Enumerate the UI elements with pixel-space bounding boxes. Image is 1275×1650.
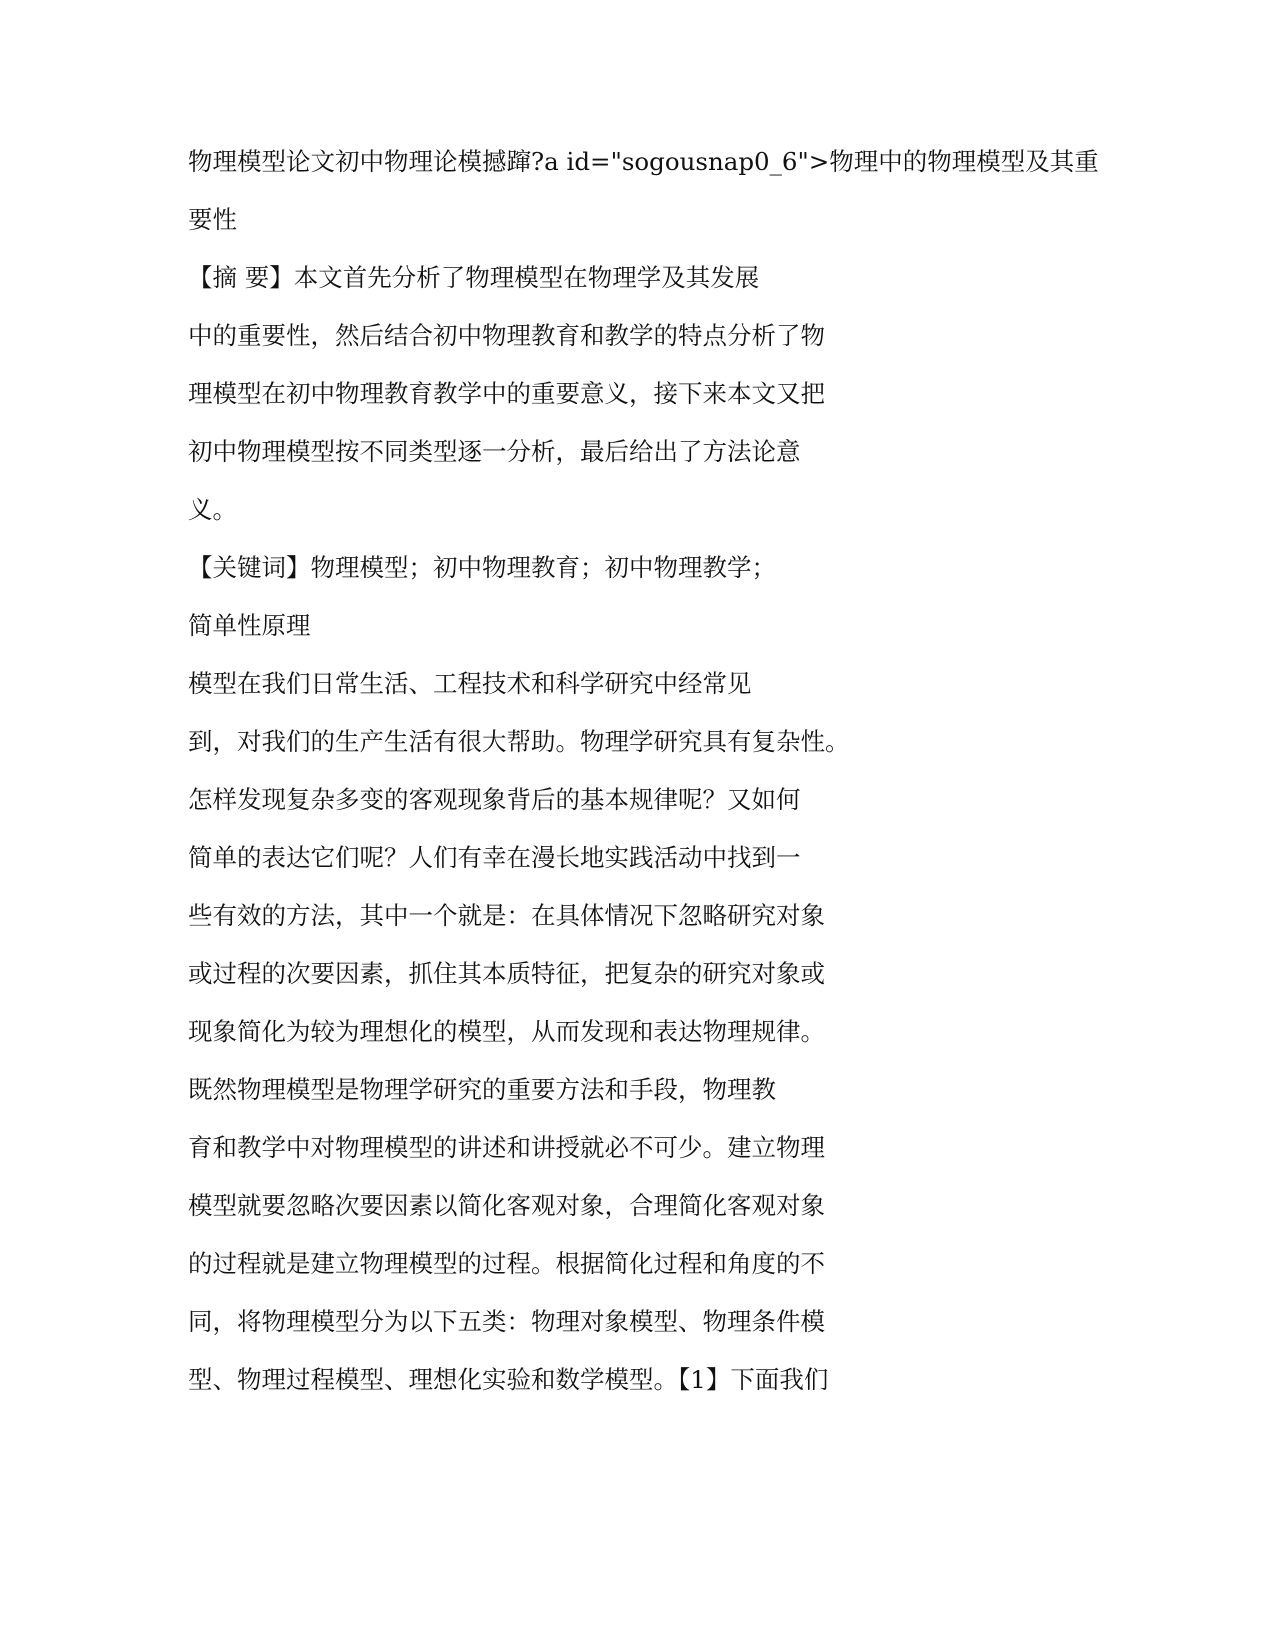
abstract-line-1: 【摘 要】本文首先分析了物理模型在物理学及其发展	[188, 263, 760, 292]
title-line-1: 物理模型论文初中物理论模撼蹿?a id="sogousnap0_6">物理中的物理模型及其重	[188, 147, 1099, 176]
abstract-line-5: 义。	[188, 495, 237, 524]
body-line-12: 同，将物理模型分为以下五类：物理对象模型、物理条件模	[188, 1307, 825, 1336]
body-line-7: 现象简化为较为理想化的模型，从而发现和表达物理规律。	[188, 1017, 825, 1046]
title-line-2: 要性	[188, 205, 237, 234]
body-line-6: 或过程的次要因素，抓住其本质特征，把复杂的研究对象或	[188, 959, 825, 988]
abstract-line-4: 初中物理模型按不同类型逐一分析，最后给出了方法论意	[188, 437, 801, 466]
body-line-3: 怎样发现复杂多变的客观现象背后的基本规律呢？又如何	[188, 785, 801, 814]
keywords-line-2: 简单性原理	[188, 611, 311, 640]
abstract-line-2: 中的重要性，然后结合初中物理教育和教学的特点分析了物	[188, 321, 825, 350]
body-line-5: 些有效的方法，其中一个就是：在具体情况下忽略研究对象	[188, 901, 825, 930]
keywords-line-1: 【关键词】物理模型；初中物理教育；初中物理教学；	[188, 553, 776, 582]
body-line-13: 型、物理过程模型、理想化实验和数学模型。【1】下面我们	[188, 1365, 829, 1394]
body-line-8: 既然物理模型是物理学研究的重要方法和手段，物理教	[188, 1075, 776, 1104]
body-line-4: 简单的表达它们呢？人们有幸在漫长地实践活动中找到一	[188, 843, 801, 872]
body-line-10: 模型就要忽略次要因素以简化客观对象，合理简化客观对象	[188, 1191, 825, 1220]
body-line-9: 育和教学中对物理模型的讲述和讲授就必不可少。建立物理	[188, 1133, 825, 1162]
body-line-2: 到，对我们的生产生活有很大帮助。物理学研究具有复杂性。	[188, 727, 850, 756]
abstract-line-3: 理模型在初中物理教育教学中的重要意义，接下来本文又把	[188, 379, 825, 408]
body-line-11: 的过程就是建立物理模型的过程。根据简化过程和角度的不	[188, 1249, 825, 1278]
body-line-1: 模型在我们日常生活、工程技术和科学研究中经常见	[188, 669, 752, 698]
